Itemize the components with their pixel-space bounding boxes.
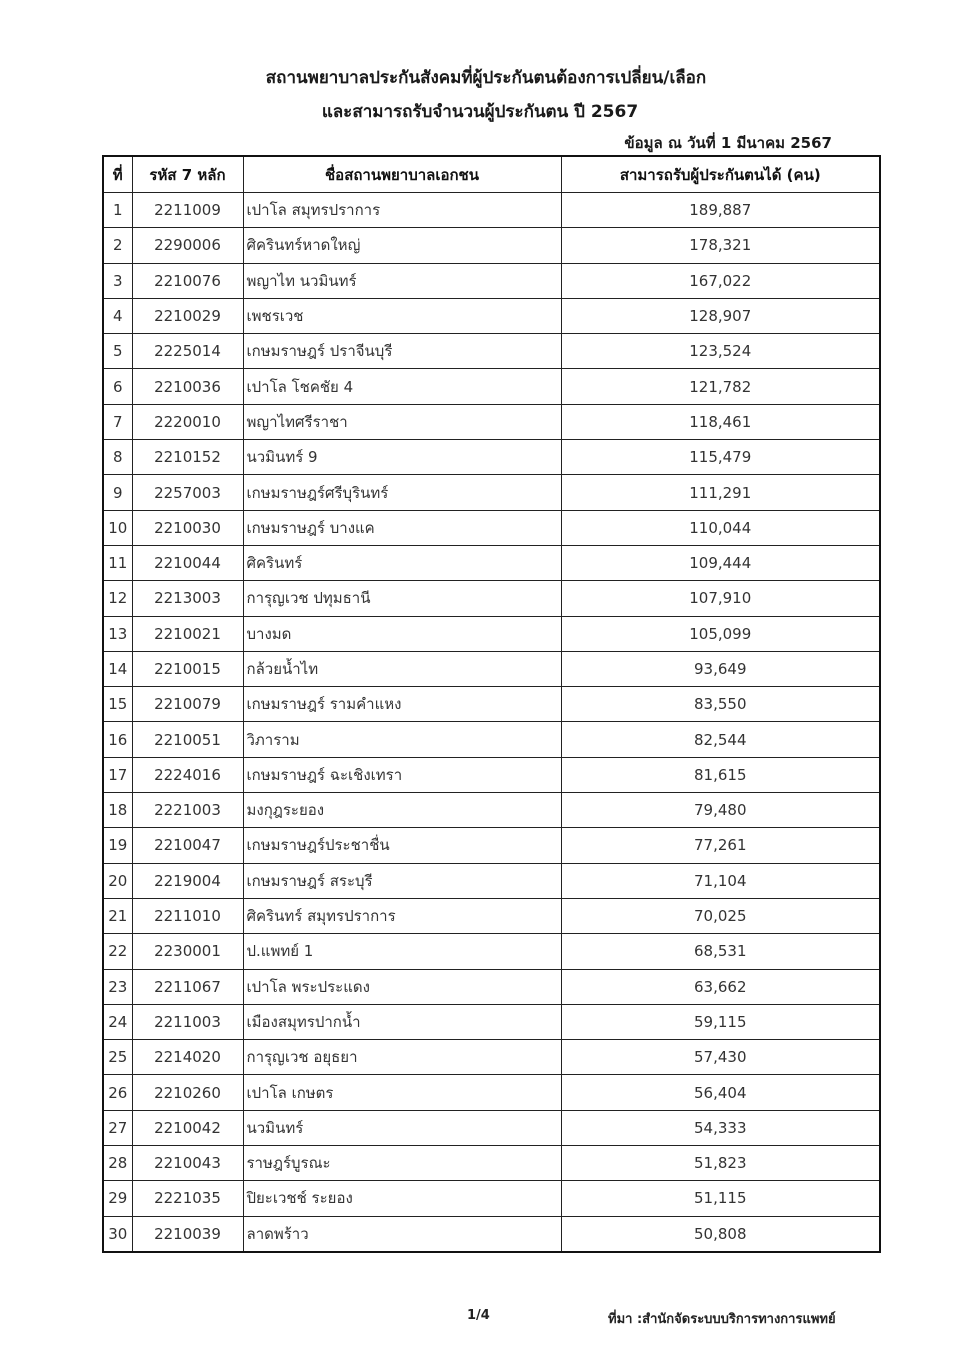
cell-no: 21 bbox=[103, 898, 132, 933]
table-row bbox=[103, 1216, 880, 1252]
document-title-line2: และสามารถรับจำนวนผู้ประกันตน ปี 2567 bbox=[321, 102, 639, 122]
cell-code: 2210030 bbox=[132, 510, 243, 545]
cell-capacity: 167,022 bbox=[561, 263, 880, 298]
table-row bbox=[103, 722, 880, 757]
cell-capacity: 82,544 bbox=[561, 722, 880, 757]
cell-code: 2210042 bbox=[132, 1110, 243, 1145]
cell-hospital-name: เพชรเวช bbox=[243, 298, 561, 333]
cell-code: 2219004 bbox=[132, 863, 243, 898]
table-row bbox=[103, 969, 880, 1004]
cell-no: 13 bbox=[103, 616, 132, 651]
cell-hospital-name: บางมด bbox=[243, 616, 561, 651]
cell-capacity: 93,649 bbox=[561, 651, 880, 686]
table-row bbox=[103, 298, 880, 333]
cell-code: 2210047 bbox=[132, 828, 243, 863]
cell-no: 5 bbox=[103, 334, 132, 369]
table-row bbox=[103, 1146, 880, 1181]
cell-capacity: 121,782 bbox=[561, 369, 880, 404]
table-row bbox=[103, 757, 880, 792]
cell-capacity: 71,104 bbox=[561, 863, 880, 898]
table-header-row bbox=[103, 156, 880, 193]
cell-code: 2224016 bbox=[132, 757, 243, 792]
cell-hospital-name: ป.แพทย์ 1 bbox=[243, 934, 561, 969]
cell-capacity: 128,907 bbox=[561, 298, 880, 333]
cell-code: 2214020 bbox=[132, 1040, 243, 1075]
cell-capacity: 54,333 bbox=[561, 1110, 880, 1145]
cell-no: 25 bbox=[103, 1040, 132, 1075]
table-row bbox=[103, 475, 880, 510]
hospital-capacity-table bbox=[102, 155, 881, 1253]
cell-capacity: 51,823 bbox=[561, 1146, 880, 1181]
page-number: 1/4 bbox=[467, 1308, 490, 1323]
cell-no: 14 bbox=[103, 651, 132, 686]
cell-no: 19 bbox=[103, 828, 132, 863]
cell-hospital-name: เกษมราษฎร์ ปราจีนบุรี bbox=[243, 334, 561, 369]
cell-code: 2210152 bbox=[132, 440, 243, 475]
cell-code: 2210036 bbox=[132, 369, 243, 404]
table-row bbox=[103, 545, 880, 580]
cell-no: 17 bbox=[103, 757, 132, 792]
cell-code: 2210043 bbox=[132, 1146, 243, 1181]
cell-code: 2210079 bbox=[132, 687, 243, 722]
cell-code: 2210039 bbox=[132, 1216, 243, 1252]
cell-hospital-name: เมืองสมุทรปากน้ำ bbox=[243, 1004, 561, 1039]
cell-hospital-name: มงกุฎระยอง bbox=[243, 793, 561, 828]
cell-capacity: 110,044 bbox=[561, 510, 880, 545]
source-note: ที่มา :สำนักจัดระบบบริการทางการแพทย์ bbox=[608, 1312, 836, 1327]
cell-capacity: 109,444 bbox=[561, 545, 880, 580]
cell-code: 2210029 bbox=[132, 298, 243, 333]
cell-capacity: 189,887 bbox=[561, 193, 880, 228]
cell-capacity: 68,531 bbox=[561, 934, 880, 969]
cell-hospital-name: นวมินทร์ bbox=[243, 1110, 561, 1145]
cell-no: 28 bbox=[103, 1146, 132, 1181]
table-row bbox=[103, 687, 880, 722]
header-capacity: สามารถรับผู้ประกันตนได้ (คน) bbox=[561, 156, 880, 193]
cell-hospital-name: วิภาราม bbox=[243, 722, 561, 757]
cell-no: 22 bbox=[103, 934, 132, 969]
cell-no: 7 bbox=[103, 404, 132, 439]
cell-hospital-name: เปาโล พระประแดง bbox=[243, 969, 561, 1004]
cell-no: 24 bbox=[103, 1004, 132, 1039]
table-row bbox=[103, 793, 880, 828]
cell-hospital-name: การุญเวช ปทุมธานี bbox=[243, 581, 561, 616]
cell-no: 27 bbox=[103, 1110, 132, 1145]
cell-capacity: 63,662 bbox=[561, 969, 880, 1004]
table-row bbox=[103, 581, 880, 616]
table-row bbox=[103, 1181, 880, 1216]
cell-hospital-name: ศิครินทร์ bbox=[243, 545, 561, 580]
cell-no: 30 bbox=[103, 1216, 132, 1252]
cell-capacity: 118,461 bbox=[561, 404, 880, 439]
cell-hospital-name: พญาไท นวมินทร์ bbox=[243, 263, 561, 298]
cell-hospital-name: ศิครินทร์หาดใหญ่ bbox=[243, 228, 561, 263]
cell-hospital-name: เกษมราษฎร์ รามคำแหง bbox=[243, 687, 561, 722]
cell-no: 26 bbox=[103, 1075, 132, 1110]
cell-hospital-name: ลาดพร้าว bbox=[243, 1216, 561, 1252]
cell-hospital-name: เกษมราษฎร์ สระบุรี bbox=[243, 863, 561, 898]
cell-code: 2210076 bbox=[132, 263, 243, 298]
data-as-of-date: ข้อมูล ณ วันที่ 1 มีนาคม 2567 bbox=[624, 134, 832, 152]
cell-capacity: 178,321 bbox=[561, 228, 880, 263]
cell-hospital-name: เปาโล โชคชัย 4 bbox=[243, 369, 561, 404]
table-row bbox=[103, 193, 880, 228]
cell-hospital-name: เปาโล เกษตร bbox=[243, 1075, 561, 1110]
cell-capacity: 79,480 bbox=[561, 793, 880, 828]
cell-capacity: 105,099 bbox=[561, 616, 880, 651]
cell-capacity: 77,261 bbox=[561, 828, 880, 863]
table-row bbox=[103, 263, 880, 298]
cell-code: 2211067 bbox=[132, 969, 243, 1004]
cell-capacity: 57,430 bbox=[561, 1040, 880, 1075]
cell-capacity: 107,910 bbox=[561, 581, 880, 616]
table-row bbox=[103, 1075, 880, 1110]
cell-code: 2210044 bbox=[132, 545, 243, 580]
cell-code: 2221035 bbox=[132, 1181, 243, 1216]
cell-capacity: 83,550 bbox=[561, 687, 880, 722]
table-row bbox=[103, 863, 880, 898]
cell-capacity: 70,025 bbox=[561, 898, 880, 933]
cell-no: 20 bbox=[103, 863, 132, 898]
cell-hospital-name: พญาไทศรีราชา bbox=[243, 404, 561, 439]
cell-no: 6 bbox=[103, 369, 132, 404]
header-code: รหัส 7 หลัก bbox=[132, 156, 243, 193]
cell-hospital-name: ราษฎร์บูรณะ bbox=[243, 1146, 561, 1181]
cell-code: 2230001 bbox=[132, 934, 243, 969]
cell-no: 4 bbox=[103, 298, 132, 333]
cell-capacity: 123,524 bbox=[561, 334, 880, 369]
table-body bbox=[103, 193, 880, 1252]
table-row bbox=[103, 934, 880, 969]
cell-code: 2220010 bbox=[132, 404, 243, 439]
cell-hospital-name: นวมินทร์ 9 bbox=[243, 440, 561, 475]
cell-code: 2211010 bbox=[132, 898, 243, 933]
document-title-line1: สถานพยาบาลประกันสังคมที่ผู้ประกันตนต้องการเปลี่ยน/เลือก bbox=[265, 68, 707, 88]
cell-hospital-name: เกษมราษฎร์ บางแค bbox=[243, 510, 561, 545]
table-row bbox=[103, 510, 880, 545]
table-row bbox=[103, 369, 880, 404]
cell-capacity: 115,479 bbox=[561, 440, 880, 475]
cell-no: 15 bbox=[103, 687, 132, 722]
cell-no: 18 bbox=[103, 793, 132, 828]
cell-no: 11 bbox=[103, 545, 132, 580]
cell-hospital-name: การุญเวช อยุธยา bbox=[243, 1040, 561, 1075]
cell-hospital-name: เกษมราษฎร์ศรีบุรินทร์ bbox=[243, 475, 561, 510]
table-row bbox=[103, 1110, 880, 1145]
cell-capacity: 50,808 bbox=[561, 1216, 880, 1252]
table-row bbox=[103, 440, 880, 475]
table-row bbox=[103, 898, 880, 933]
cell-no: 10 bbox=[103, 510, 132, 545]
table-row bbox=[103, 1004, 880, 1039]
cell-capacity: 56,404 bbox=[561, 1075, 880, 1110]
cell-code: 2210015 bbox=[132, 651, 243, 686]
cell-hospital-name: เปาโล สมุทรปราการ bbox=[243, 193, 561, 228]
table-row bbox=[103, 828, 880, 863]
cell-hospital-name: ปิยะเวชช์ ระยอง bbox=[243, 1181, 561, 1216]
cell-capacity: 59,115 bbox=[561, 1004, 880, 1039]
cell-capacity: 81,615 bbox=[561, 757, 880, 792]
cell-hospital-name: กล้วยน้ำไท bbox=[243, 651, 561, 686]
table-row bbox=[103, 616, 880, 651]
cell-code: 2210260 bbox=[132, 1075, 243, 1110]
cell-code: 2211009 bbox=[132, 193, 243, 228]
cell-code: 2210051 bbox=[132, 722, 243, 757]
cell-no: 3 bbox=[103, 263, 132, 298]
cell-code: 2213003 bbox=[132, 581, 243, 616]
cell-code: 2225014 bbox=[132, 334, 243, 369]
cell-no: 9 bbox=[103, 475, 132, 510]
cell-no: 23 bbox=[103, 969, 132, 1004]
header-name: ชื่อสถานพยาบาลเอกชน bbox=[243, 156, 561, 193]
table-row bbox=[103, 334, 880, 369]
cell-hospital-name: เกษมราษฎร์ประชาชื่น bbox=[243, 828, 561, 863]
cell-no: 1 bbox=[103, 193, 132, 228]
cell-code: 2210021 bbox=[132, 616, 243, 651]
cell-hospital-name: เกษมราษฎร์ ฉะเชิงเทรา bbox=[243, 757, 561, 792]
table-row bbox=[103, 404, 880, 439]
table-row bbox=[103, 651, 880, 686]
table-row bbox=[103, 228, 880, 263]
cell-no: 8 bbox=[103, 440, 132, 475]
cell-code: 2290006 bbox=[132, 228, 243, 263]
cell-code: 2211003 bbox=[132, 1004, 243, 1039]
header-no: ที่ bbox=[103, 156, 132, 193]
cell-capacity: 51,115 bbox=[561, 1181, 880, 1216]
cell-capacity: 111,291 bbox=[561, 475, 880, 510]
cell-code: 2257003 bbox=[132, 475, 243, 510]
cell-no: 2 bbox=[103, 228, 132, 263]
cell-no: 16 bbox=[103, 722, 132, 757]
cell-no: 29 bbox=[103, 1181, 132, 1216]
table-row bbox=[103, 1040, 880, 1075]
cell-code: 2221003 bbox=[132, 793, 243, 828]
cell-hospital-name: ศิครินทร์ สมุทรปราการ bbox=[243, 898, 561, 933]
cell-no: 12 bbox=[103, 581, 132, 616]
